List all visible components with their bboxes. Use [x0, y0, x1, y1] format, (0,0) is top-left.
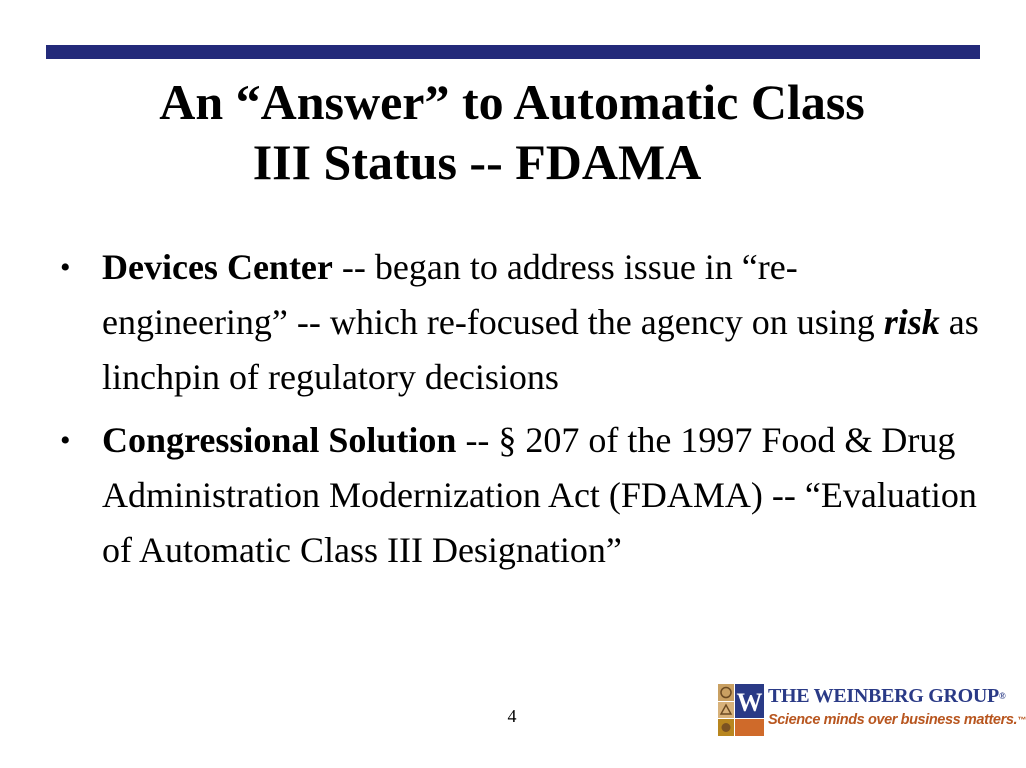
bullet-list [60, 240, 980, 586]
slide-title-line-2: III Status -- FDAMA [252, 134, 702, 190]
weinberg-logo-icon [718, 684, 764, 736]
bullet-text: -- § 207 of the 1997 Food & Drug Administration Modernization Act (FDAMA) -- “Evaluation of Automatic Class III Designation” [102, 420, 977, 570]
company-logo [718, 684, 1026, 738]
bullet-text-continued: as linchpin of regulatory decisions [102, 302, 979, 397]
slide-title-line-1: An “Answer” to Automatic Class [159, 74, 865, 130]
logo-name-text: THE WEINBERG GROUP [768, 685, 999, 707]
logo-letter: W [736, 688, 763, 717]
trademark-mark: ™ [1017, 715, 1026, 725]
registered-mark: ® [998, 691, 1006, 701]
bullet-item-congressional-solution [60, 413, 980, 578]
slide-title [40, 72, 984, 192]
bullet-text: -- began to address issue in “re-engineering” -- which re-focused the agency on using [102, 247, 884, 342]
bullet-emphasis: risk [883, 302, 940, 342]
bullet-heading: Congressional Solution [102, 420, 457, 460]
logo-text [768, 684, 1026, 732]
top-rule [46, 45, 980, 59]
logo-tagline-text: Science minds over business matters. [768, 712, 1018, 728]
bullet-heading: Devices Center [102, 247, 333, 287]
bullet-item-devices-center [60, 240, 980, 405]
logo-name [768, 684, 1026, 708]
bullet-icon: • [60, 251, 71, 284]
logo-tagline [768, 708, 1026, 732]
page-number: 4 [507, 706, 517, 726]
bullet-icon: • [60, 424, 71, 457]
